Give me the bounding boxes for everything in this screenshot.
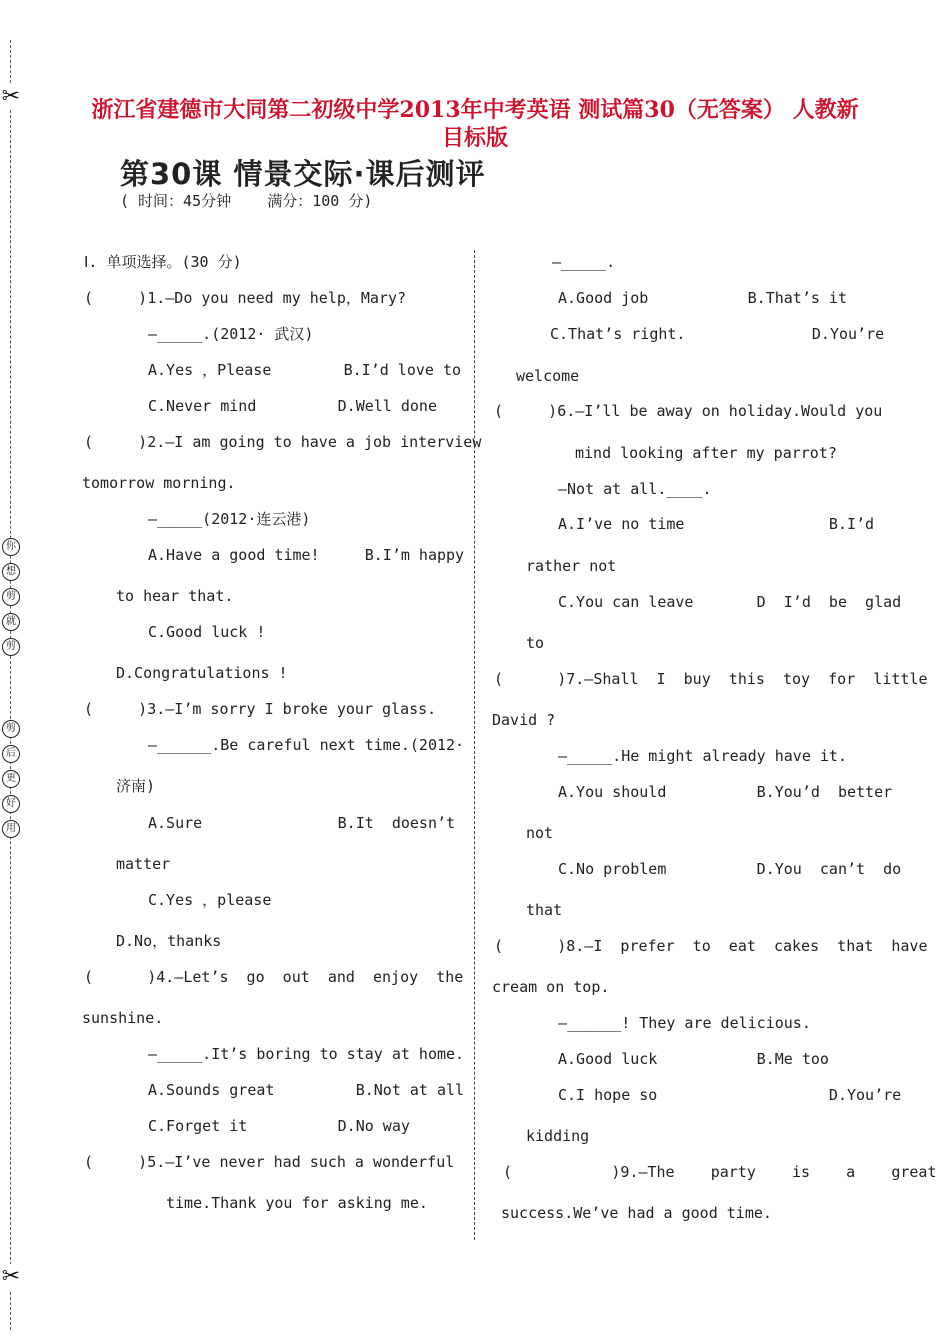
- scissors-icon: ✂: [1, 1264, 21, 1289]
- question-line: —_____.: [552, 253, 616, 271]
- question-line: —_____.(2012· 武汉): [148, 325, 314, 343]
- scissors-icon: ✂: [1, 84, 21, 109]
- question-line: matter: [116, 855, 171, 873]
- question-line: ( )8.—I prefer to eat cakes that have: [494, 937, 928, 955]
- side-label-char: 更: [2, 770, 20, 788]
- question-line: mind looking after my parrot?: [575, 444, 837, 462]
- question-line: to hear that.: [116, 587, 234, 605]
- cut-line: [10, 40, 11, 1330]
- side-label-char: 后: [2, 745, 20, 763]
- question-line: D.No，thanks: [116, 932, 222, 950]
- question-line: time.Thank you for asking me.: [166, 1194, 428, 1212]
- question-line: Ⅰ. 单项选择。(30 分): [84, 253, 242, 271]
- question-line: —_____.He might already have it.: [558, 747, 847, 765]
- page-title: [60, 96, 890, 152]
- side-label-char: 你: [2, 538, 20, 556]
- question-line: —Not at all.____.: [558, 480, 712, 498]
- question-line: —______.Be careful next time.(2012·: [148, 736, 465, 754]
- question-line: not: [526, 824, 554, 842]
- question-line: ( )3.—I’m sorry I broke your glass.: [84, 700, 437, 718]
- question-line: sunshine.: [82, 1009, 164, 1027]
- time-info: ( 时间：45分钟 满分：100 分): [120, 192, 373, 210]
- question-line: D.Congratulations !: [116, 664, 288, 682]
- question-line: kidding: [526, 1127, 590, 1145]
- question-line: A.Sounds great B.Not at all: [148, 1081, 465, 1099]
- question-line: cream on top.: [492, 978, 610, 996]
- question-line: rather not: [526, 557, 617, 575]
- question-line: ( )5.—I’ve never had such a wonderful: [84, 1153, 455, 1171]
- side-label-char: 剪: [2, 588, 20, 606]
- question-line: C.Forget it D.No way: [148, 1117, 410, 1135]
- side-label-char: 剪: [2, 638, 20, 656]
- question-line: ( )9.—The party is a great: [503, 1163, 937, 1181]
- question-line: C.Never mind D.Well done: [148, 397, 437, 415]
- question-line: tomorrow morning.: [82, 474, 236, 492]
- side-label-char: 想: [2, 563, 20, 581]
- side-label-char: 用: [2, 820, 20, 838]
- question-line: C.That’s right. D.You’re: [550, 325, 885, 343]
- question-line: A.You should B.You’d better: [558, 783, 893, 801]
- question-line: C.Yes ，please: [148, 891, 272, 909]
- question-line: —_____.It’s boring to stay at home.: [148, 1045, 465, 1063]
- question-line: A.Good job B.That’s it: [558, 289, 847, 307]
- question-line: A.Sure B.It doesn’t: [148, 814, 456, 832]
- question-line: ( )7.—Shall I buy this toy for little: [494, 670, 928, 688]
- question-line: to: [526, 634, 545, 652]
- question-line: A.I’ve no time B.I’d: [558, 515, 875, 533]
- question-line: C.No problem D.You can’t do: [558, 860, 902, 878]
- side-label-char: 好: [2, 795, 20, 813]
- question-line: C.You can leave D I’d be glad: [558, 593, 902, 611]
- side-label-char: 就: [2, 613, 20, 631]
- column-divider: [474, 250, 475, 1240]
- question-line: A.Yes ，Please B.I’d love to: [148, 361, 462, 379]
- question-line: 济南): [116, 777, 156, 795]
- title-line-1: 浙江省建德市大同第二初级中学2013年中考英语 测试篇30（无答案） 人教新: [91, 97, 859, 123]
- question-line: ( )1.—Do you need my help，Mary?: [84, 289, 407, 307]
- question-line: A.Good luck B.Me too: [558, 1050, 829, 1068]
- question-line: —_____(2012·连云港): [148, 510, 311, 528]
- question-line: A.Have a good time! B.I’m happy: [148, 546, 465, 564]
- question-line: welcome: [516, 367, 580, 385]
- question-line: ( )4.—Let’s go out and enjoy the: [84, 968, 464, 986]
- question-line: David ?: [492, 711, 556, 729]
- title-line-2: 目标版: [441, 125, 508, 151]
- question-line: ( )6.—I’ll be away on holiday.Would you: [494, 402, 883, 420]
- question-line: C.Good luck !: [148, 623, 266, 641]
- lesson-heading: 第30课 情景交际·课后测评: [120, 157, 486, 191]
- question-line: C.I hope so D.You’re: [558, 1086, 902, 1104]
- question-line: ( )2.—I am going to have a job interview: [84, 433, 482, 451]
- question-line: that: [526, 901, 563, 919]
- question-line: success.We’ve had a good time.: [501, 1204, 772, 1222]
- side-label-char: 剪: [2, 720, 20, 738]
- question-line: —______! They are delicious.: [558, 1014, 811, 1032]
